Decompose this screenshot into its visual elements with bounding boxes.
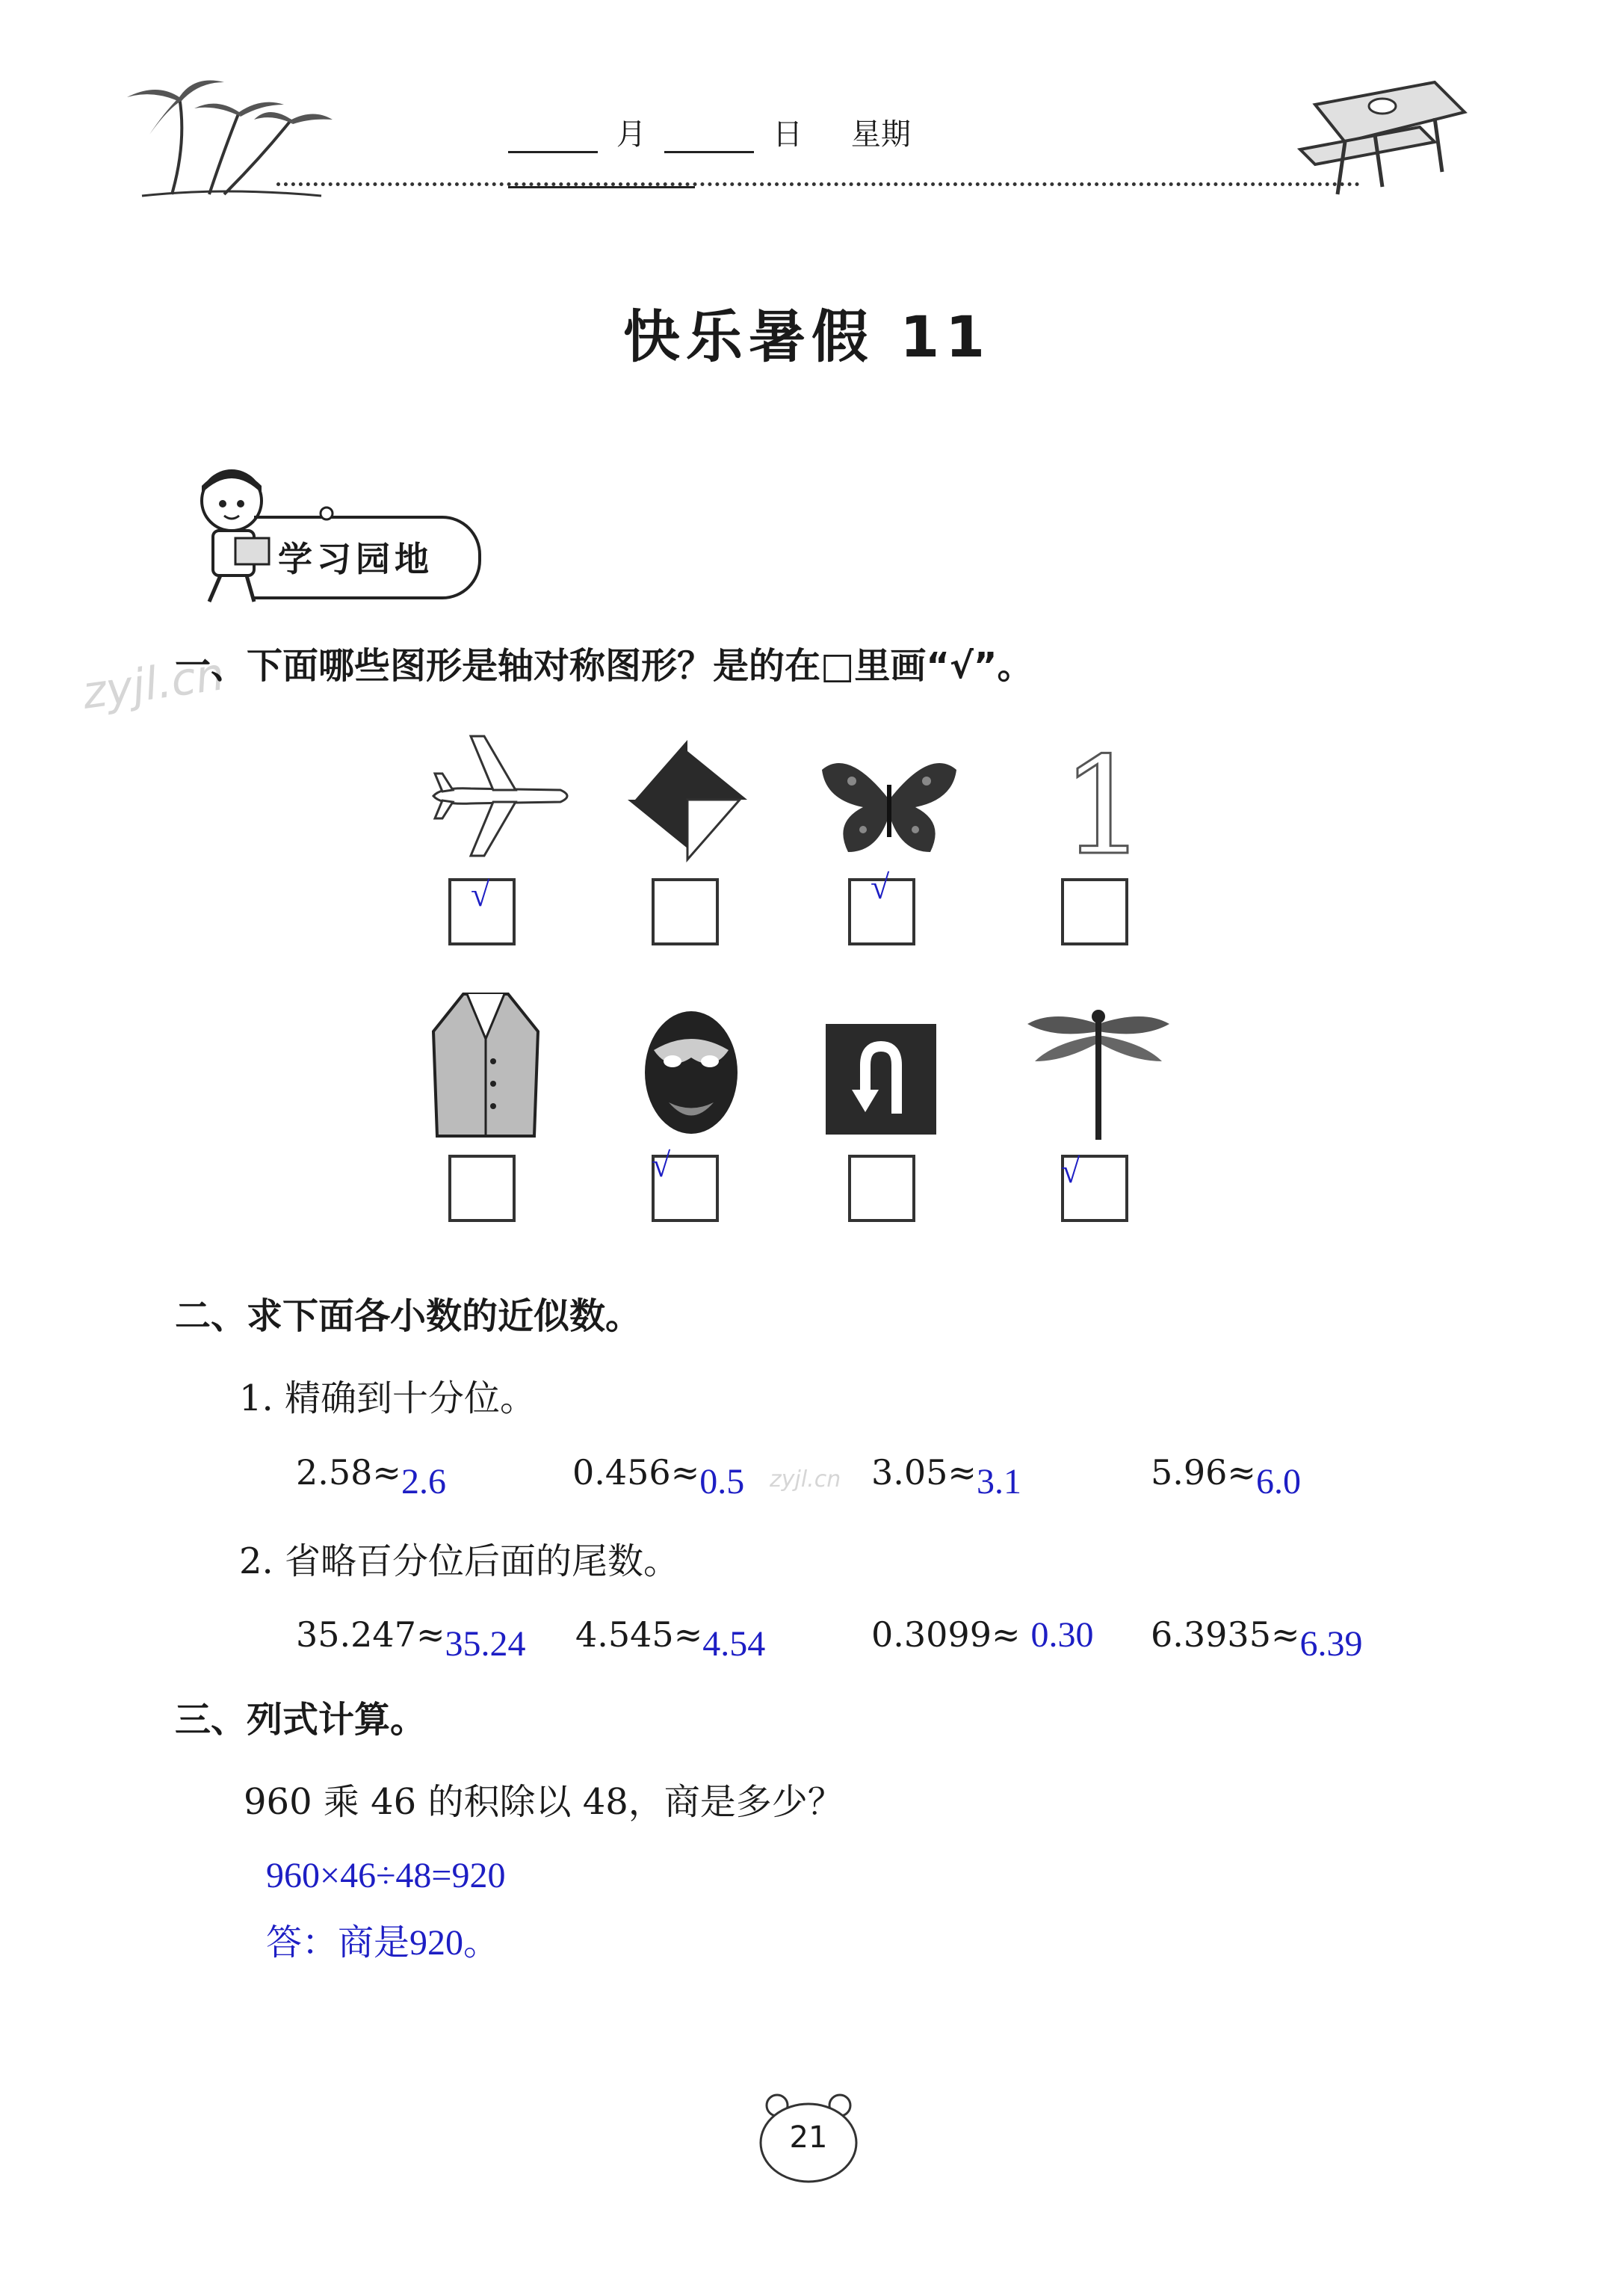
watermark: zyjl.cn: [79, 648, 228, 720]
month-blank[interactable]: [508, 118, 598, 153]
answer-box[interactable]: [652, 878, 719, 945]
q2-sub1-item: [572, 1452, 745, 1502]
digit-one-icon: 1: [1061, 729, 1147, 885]
answer-box[interactable]: [448, 1155, 516, 1222]
expression: 6.3935≈: [1151, 1614, 1300, 1655]
expression: 3.05≈: [871, 1452, 977, 1493]
answer-check: √: [471, 875, 490, 913]
date-line: [508, 111, 1106, 163]
palm-trees-illustration: [112, 67, 336, 202]
badge-label: 学习园地: [278, 539, 433, 579]
u-turn-sign-icon: [826, 1024, 936, 1135]
watermark: zyjl.cn: [770, 1466, 841, 1493]
expression: 2.58≈: [296, 1452, 401, 1493]
answer: 0.30: [1030, 1615, 1094, 1655]
month-label: 月: [616, 117, 646, 152]
expression: 4.545≈: [575, 1614, 703, 1655]
answer: 3.1: [976, 1462, 1021, 1502]
badge-ring-icon: [318, 505, 335, 522]
q3-answer-text: 答：商是920。: [266, 1923, 500, 1963]
weekday-label: 星期: [850, 117, 911, 152]
answer-check: √: [871, 868, 890, 906]
q1-heading: 一、下面哪些图形是轴对称图形？是的在□里画“√”。: [175, 645, 1033, 687]
dragonfly-icon: [1024, 1002, 1173, 1144]
header-divider: [276, 182, 1360, 186]
page-number: 21: [789, 2120, 828, 2155]
answer-box[interactable]: [1061, 878, 1128, 945]
q2-sub2-item: [575, 1614, 766, 1664]
day-blank[interactable]: [664, 118, 754, 153]
q2-sub2-item: [871, 1614, 1094, 1655]
airplane-icon: [426, 729, 575, 863]
expression: 5.96≈: [1151, 1452, 1256, 1493]
q2-sub1-item: [296, 1452, 446, 1502]
answer-check: √: [652, 1146, 671, 1184]
pinwheel-icon: [620, 736, 755, 863]
q3-answer-expression: 960×46÷48=920: [266, 1856, 506, 1895]
page-title: 快乐暑假 11: [622, 303, 992, 370]
butterfly-icon: [818, 755, 960, 860]
q2-sub2-label: 2. 省略百分位后面的尾数。: [239, 1540, 680, 1582]
answer-check: √: [1061, 1152, 1080, 1190]
answer: 0.5: [699, 1462, 745, 1502]
picnic-table-illustration: [1285, 60, 1480, 209]
expression: 0.456≈: [572, 1452, 700, 1493]
q3-heading: 三、列式计算。: [175, 1699, 427, 1741]
q2-sub2-item: [296, 1614, 526, 1664]
q3-problem: 960 乘 46 的积除以 48，商是多少？: [244, 1781, 844, 1823]
answer: 6.39: [1299, 1624, 1363, 1664]
q2-sub1-item: [1151, 1452, 1301, 1502]
answer-box[interactable]: [848, 1155, 915, 1222]
answer: 35.24: [445, 1624, 526, 1664]
expression: 35.247≈: [296, 1614, 445, 1655]
day-label: 日: [773, 117, 803, 152]
answer: 2.6: [401, 1462, 446, 1502]
expression: 0.3099≈: [871, 1614, 1021, 1655]
coat-icon: [426, 987, 545, 1144]
q2-sub2-item: [1151, 1614, 1363, 1664]
answer: 6.0: [1255, 1462, 1301, 1502]
q2-sub1-label: 1. 精确到十分位。: [239, 1377, 537, 1419]
answer: 4.54: [702, 1624, 766, 1664]
opera-mask-icon: [639, 1005, 743, 1140]
q2-sub1-item: [871, 1452, 1021, 1502]
q2-heading: 二、求下面各小数的近似数。: [175, 1295, 642, 1337]
